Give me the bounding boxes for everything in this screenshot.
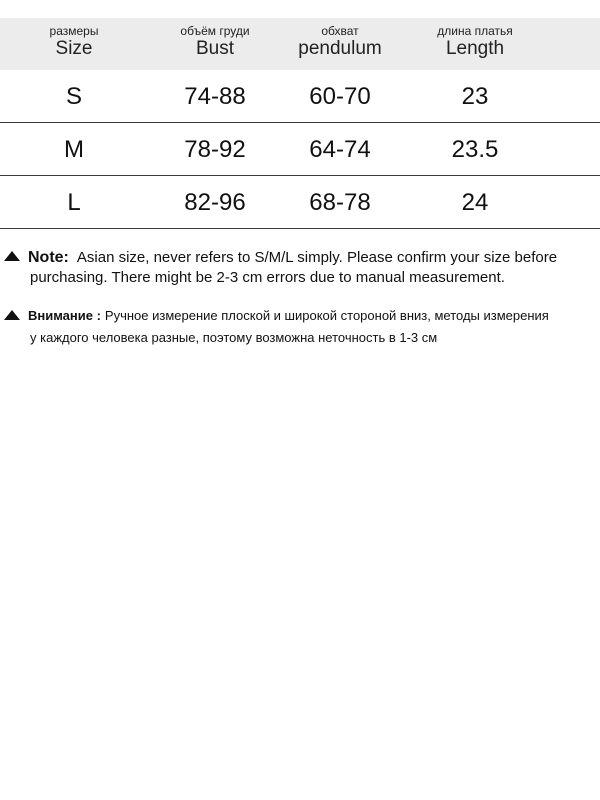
ru-note-label: Внимание :: [28, 308, 101, 323]
cell-size: L: [67, 189, 81, 216]
english-note: [4, 248, 598, 288]
note-text-line2: purchasing. There might be 2-3 cm errors due to manual measurement.: [30, 269, 505, 286]
table-row: [0, 123, 600, 176]
header-size-ru: размеры: [49, 24, 99, 38]
cell-pendulum: 64-74: [309, 136, 371, 163]
table-row: [0, 176, 600, 229]
cell-pendulum: 68-78: [309, 189, 371, 216]
header-pendulum-ru: обхват: [321, 24, 359, 38]
triangle-up-icon: [4, 310, 20, 320]
cell-length: 23: [461, 83, 489, 110]
size-chart-table: [0, 18, 600, 229]
header-bust-en: Bust: [195, 38, 235, 59]
header-pendulum: [285, 24, 395, 60]
triangle-up-icon: [4, 251, 20, 261]
note-label: Note:: [28, 249, 69, 266]
cell-size: M: [64, 136, 84, 163]
header-pendulum-en: pendulum: [298, 38, 382, 59]
russian-note-line1: [4, 305, 598, 327]
header-length-en: Length: [445, 38, 505, 59]
english-note-line1: [4, 248, 598, 268]
header-length-ru: длина платья: [437, 24, 513, 38]
note-text-line1: Asian size, never refers to S/M/L simply. Please confirm your size before: [76, 249, 558, 266]
header-length: [420, 24, 530, 60]
ru-note-text-line1: Ручное измерение плоской и широкой стороной вниз, методы измерения: [104, 308, 549, 323]
cell-pendulum: 60-70: [309, 83, 371, 110]
table-header-row: [0, 18, 600, 70]
cell-length: 23.5: [451, 136, 499, 163]
header-size-en: Size: [55, 38, 93, 59]
header-bust: [160, 24, 270, 60]
header-size: [24, 24, 124, 60]
table-row: [0, 70, 600, 123]
cell-size: S: [65, 83, 82, 110]
header-bust-ru: объём груди: [180, 24, 250, 38]
cell-bust: 82-96: [184, 189, 246, 216]
russian-note: [4, 305, 598, 349]
cell-bust: 78-92: [184, 136, 246, 163]
cell-bust: 74-88: [184, 83, 246, 110]
ru-note-text-line2: у каждого человека разные, поэтому возможна неточность в 1-3 см: [30, 330, 438, 345]
cell-length: 24: [461, 189, 489, 216]
